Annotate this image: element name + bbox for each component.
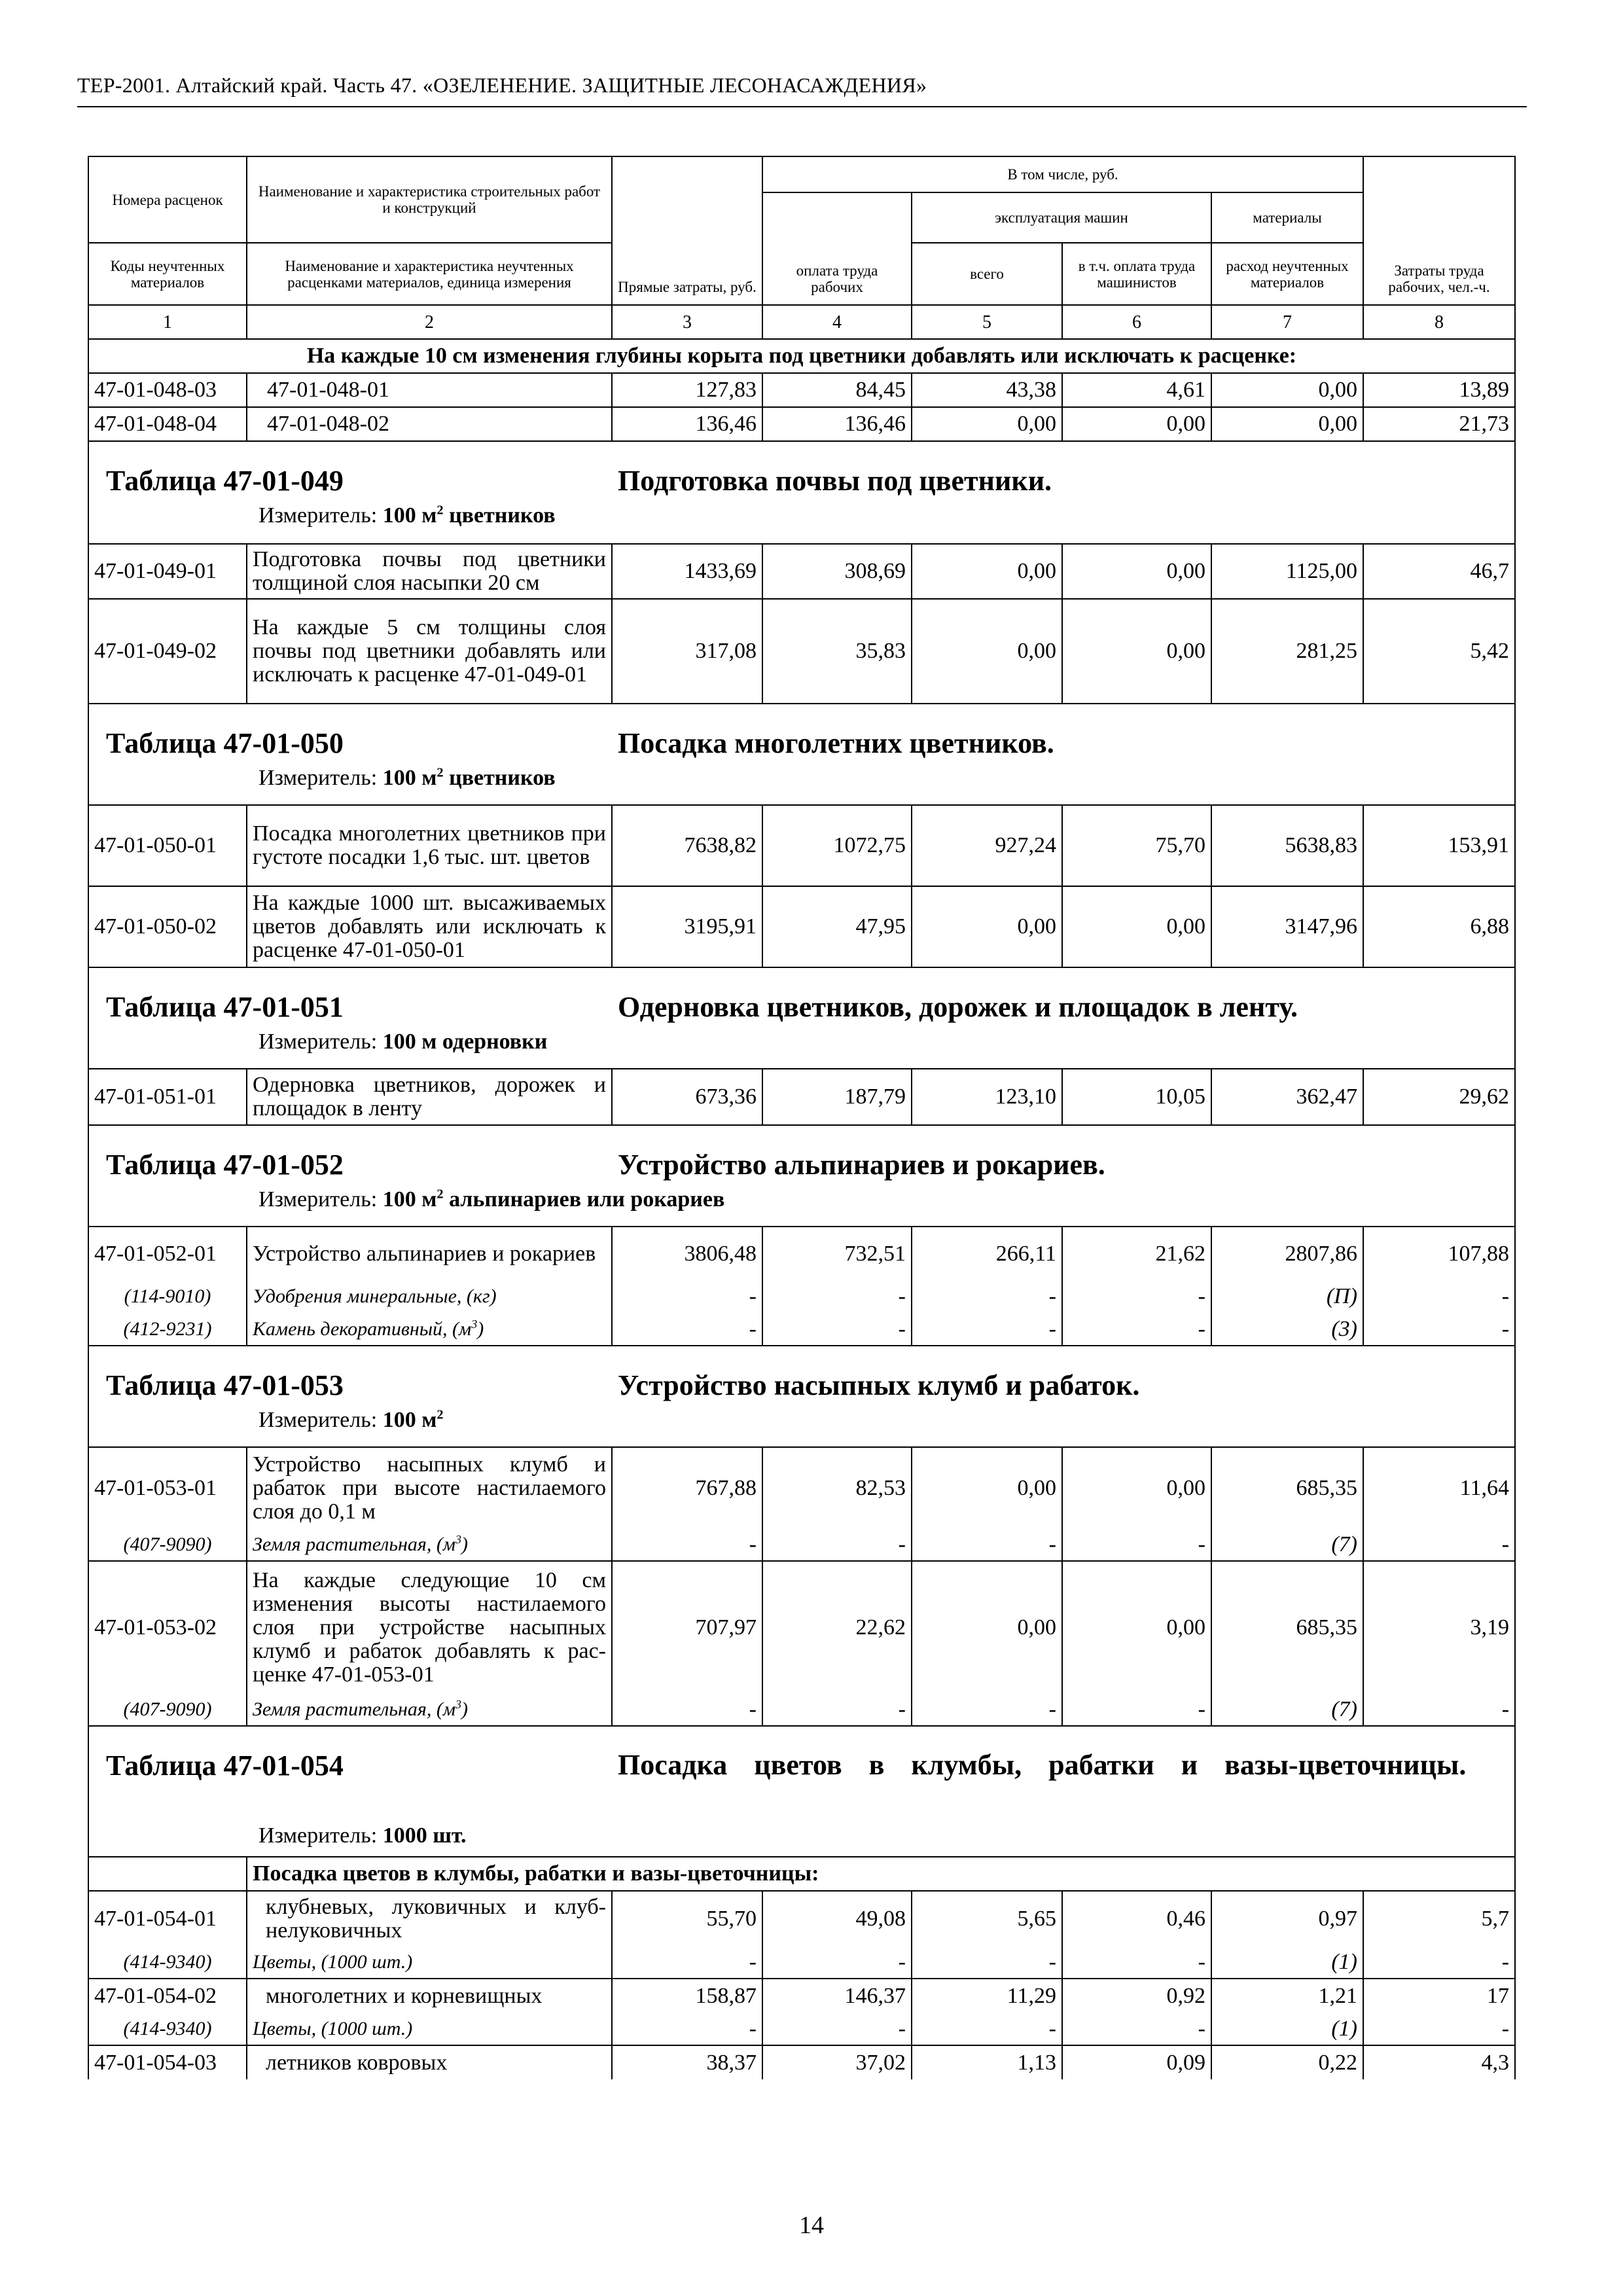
table-title-row (88, 1125, 1515, 1227)
col-number: 3 (612, 305, 762, 339)
table-number: Таблица 47-01-051 (106, 991, 344, 1023)
measure (259, 1187, 724, 1212)
col-head-direct-costs: Прямые затраты, руб. (612, 156, 762, 305)
worker-pay: 84,45 (762, 373, 912, 407)
machines-total: 123,10 (912, 1069, 1062, 1125)
materials: 1,21 (1211, 1979, 1363, 2013)
worker-pay: - (762, 2013, 912, 2045)
col-head-operator-pay: в т.ч. оплата труда машинистов (1062, 243, 1211, 305)
machines-total: - (912, 1313, 1062, 1346)
materials: (7) (1211, 1528, 1363, 1561)
materials: (1) (1211, 1946, 1363, 1979)
labor: 3,19 (1363, 1561, 1515, 1693)
operator-pay: 0,00 (1062, 599, 1211, 704)
material-name-tail: ) (461, 1533, 469, 1555)
material-row (88, 1280, 1515, 1313)
table-title-row (88, 704, 1515, 805)
machines-total: - (912, 1280, 1062, 1313)
table-title-row (88, 967, 1515, 1069)
rate-name: 47-01-048-01 (247, 373, 612, 407)
materials: (3) (1211, 1313, 1363, 1346)
section-note: На каждые 10 см изменения глубины корыта под цветники добавлять или исключать к расценке: (88, 339, 1515, 373)
col-head-material-use: расход неучтенных материалов (1211, 243, 1363, 305)
labor: 29,62 (1363, 1069, 1515, 1125)
material-name-text: Земля растительная, (м (253, 1698, 456, 1720)
col-head-machines-total: всего (912, 243, 1062, 305)
materials: 1125,00 (1211, 544, 1363, 599)
worker-pay: 47,95 (762, 886, 912, 967)
page-number: 14 (799, 2212, 824, 2239)
machines-total: - (912, 1946, 1062, 1979)
operator-pay: 75,70 (1062, 805, 1211, 886)
table-title: Устройство альпинариев и рокариев. (618, 1149, 1105, 1181)
labor: 21,73 (1363, 407, 1515, 441)
measure-tail: альпинариев или рокариев (443, 1187, 725, 1211)
measure-sup: 2 (437, 765, 444, 780)
material-name-tail: ) (461, 1698, 469, 1720)
col-head-including: В том числе, руб. (762, 156, 1363, 192)
labor: 5,42 (1363, 599, 1515, 704)
worker-pay: 187,79 (762, 1069, 912, 1125)
col-head-worker-pay: оплата труда рабочих (762, 192, 912, 305)
col-number: 1 (88, 305, 247, 339)
table-row (88, 1979, 1515, 2013)
table-title-row (88, 441, 1515, 544)
col-number: 2 (247, 305, 612, 339)
direct-costs: 127,83 (612, 373, 762, 407)
table-number: Таблица 47-01-053 (106, 1369, 344, 1401)
table-row (88, 805, 1515, 886)
rates-table (88, 156, 1516, 2079)
operator-pay: 0,00 (1062, 886, 1211, 967)
worker-pay: 22,62 (762, 1561, 912, 1693)
table-row (88, 1891, 1515, 1946)
table-row (88, 373, 1515, 407)
direct-costs: - (612, 1693, 762, 1726)
material-unit-sup: 3 (455, 1532, 462, 1546)
rate-name: клубневых, луковичных и клубнелуковичных (247, 1891, 612, 1946)
operator-pay: 0,46 (1062, 1891, 1211, 1946)
table-number: Таблица 47-01-050 (106, 727, 344, 759)
operator-pay: - (1062, 1280, 1211, 1313)
rate-code: 47-01-054-01 (88, 1891, 247, 1946)
table-title: Посадка цветов в клумбы, рабатки и вазы-цветочницы. (618, 1749, 1467, 1781)
materials: (7) (1211, 1693, 1363, 1726)
col-head-work-name: Наименование и характеристика строительных работ и конструкций (247, 156, 612, 243)
table-row (88, 886, 1515, 967)
col-number: 5 (912, 305, 1062, 339)
measure-label: Измеритель: (259, 1187, 378, 1211)
table-title: Подготовка почвы под цветники. (618, 465, 1052, 497)
operator-pay: 0,00 (1062, 407, 1211, 441)
header-rule (77, 106, 1527, 107)
measure (259, 1030, 547, 1054)
machines-total: 1,13 (912, 2045, 1062, 2079)
col-head-material-codes: Коды неучтенных материалов (88, 243, 247, 305)
materials: 5638,83 (1211, 805, 1363, 886)
material-name: Цветы, (1000 шт.) (247, 1946, 612, 1979)
direct-costs: 158,87 (612, 1979, 762, 2013)
operator-pay: - (1062, 1946, 1211, 1979)
material-row (88, 2013, 1515, 2045)
rate-name: летников ковровых (247, 2045, 612, 2079)
measure-value: 100 м (382, 1187, 437, 1211)
materials: 281,25 (1211, 599, 1363, 704)
material-code: (412-9231) (88, 1313, 247, 1346)
labor: - (1363, 1313, 1515, 1346)
table-number: Таблица 47-01-049 (106, 465, 344, 497)
labor: 4,3 (1363, 2045, 1515, 2079)
labor: 153,91 (1363, 805, 1515, 886)
worker-pay: 136,46 (762, 407, 912, 441)
material-name: Удобрения минеральные, (кг) (247, 1280, 612, 1313)
subheader: Посадка цветов в клумбы, рабатки и вазы-цветочницы: (247, 1857, 1515, 1891)
material-name (247, 1693, 612, 1726)
labor: 107,88 (1363, 1227, 1515, 1280)
measure-value: 100 м (382, 1408, 437, 1432)
operator-pay: 0,00 (1062, 1447, 1211, 1528)
measure-value: 100 м (382, 503, 437, 528)
direct-costs: - (612, 1946, 762, 1979)
operator-pay: 0,00 (1062, 1561, 1211, 1693)
labor: 17 (1363, 1979, 1515, 2013)
operator-pay: 4,61 (1062, 373, 1211, 407)
material-name-text: Камень декоративный, (м (253, 1318, 472, 1340)
labor: 6,88 (1363, 886, 1515, 967)
material-row (88, 1693, 1515, 1726)
direct-costs: 38,37 (612, 2045, 762, 2079)
measure-sup: 2 (437, 1407, 444, 1422)
direct-costs: 3195,91 (612, 886, 762, 967)
worker-pay: - (762, 1313, 912, 1346)
worker-pay: 37,02 (762, 2045, 912, 2079)
rate-code: 47-01-054-03 (88, 2045, 247, 2079)
materials: 0,22 (1211, 2045, 1363, 2079)
rate-code: 47-01-048-04 (88, 407, 247, 441)
material-unit-sup: 3 (471, 1317, 478, 1331)
col-number: 4 (762, 305, 912, 339)
direct-costs: 767,88 (612, 1447, 762, 1528)
measure-tail: цветников (443, 766, 556, 790)
col-number: 8 (1363, 305, 1515, 339)
labor: - (1363, 1280, 1515, 1313)
measure-value: 100 м (382, 766, 437, 790)
materials: 3147,96 (1211, 886, 1363, 967)
measure (259, 766, 556, 791)
worker-pay: - (762, 1528, 912, 1561)
machines-total: - (912, 1693, 1062, 1726)
operator-pay: 0,09 (1062, 2045, 1211, 2079)
rate-name: многолетних и корневищных (247, 1979, 612, 2013)
material-row (88, 1946, 1515, 1979)
direct-costs: 136,46 (612, 407, 762, 441)
worker-pay: - (762, 1693, 912, 1726)
measure-value: 1000 шт. (382, 1823, 467, 1848)
machines-total: 43,38 (912, 373, 1062, 407)
table-number: Таблица 47-01-054 (106, 1749, 344, 1782)
materials: 685,35 (1211, 1447, 1363, 1528)
material-code: (407-9090) (88, 1693, 247, 1726)
direct-costs: - (612, 1313, 762, 1346)
materials: (П) (1211, 1280, 1363, 1313)
worker-pay: 732,51 (762, 1227, 912, 1280)
rate-code: 47-01-049-02 (88, 599, 247, 704)
material-name (247, 1313, 612, 1346)
material-name-tail: ) (477, 1318, 484, 1340)
labor: - (1363, 1528, 1515, 1561)
rate-code: 47-01-054-02 (88, 1979, 247, 2013)
column-numbers-row (88, 305, 1515, 339)
measure-sup: 2 (437, 1187, 444, 1202)
direct-costs: 55,70 (612, 1891, 762, 1946)
measure (259, 1823, 467, 1848)
machines-total: 927,24 (912, 805, 1062, 886)
operator-pay: - (1062, 1693, 1211, 1726)
machines-total: 0,00 (912, 1561, 1062, 1693)
material-name (247, 1528, 612, 1561)
material-code: (414-9340) (88, 2013, 247, 2045)
machines-total: - (912, 2013, 1062, 2045)
measure-label: Измеритель: (259, 1823, 378, 1848)
worker-pay: - (762, 1946, 912, 1979)
operator-pay: - (1062, 1528, 1211, 1561)
measure-label: Измеритель: (259, 503, 378, 528)
material-row (88, 1313, 1515, 1346)
col-head-machines: эксплуатация машин (912, 192, 1211, 243)
rate-name: На каждые следующие 10 см изменения высоты настилаемого слоя при устройстве насыпных клумб и рабаток добавлять к расценке 47-01-053-01 (247, 1561, 612, 1693)
col-number: 7 (1211, 305, 1363, 339)
table-row (88, 407, 1515, 441)
table-title-row (88, 1346, 1515, 1447)
worker-pay: 35,83 (762, 599, 912, 704)
materials: (1) (1211, 2013, 1363, 2045)
labor: 13,89 (1363, 373, 1515, 407)
materials: 685,35 (1211, 1561, 1363, 1693)
direct-costs: - (612, 1280, 762, 1313)
table-title: Устройство насыпных клумб и рабаток. (618, 1369, 1140, 1401)
measure (259, 503, 556, 528)
direct-costs: 3806,48 (612, 1227, 762, 1280)
operator-pay: 21,62 (1062, 1227, 1211, 1280)
col-head-material-names: Наименование и характеристика неучтенных расценками материалов, единица измерения (247, 243, 612, 305)
machines-total: 266,11 (912, 1227, 1062, 1280)
materials: 0,97 (1211, 1891, 1363, 1946)
measure-label: Измеритель: (259, 1408, 378, 1432)
measure-label: Измеритель: (259, 766, 378, 790)
table-row (88, 1227, 1515, 1280)
worker-pay: 308,69 (762, 544, 912, 599)
labor: 5,7 (1363, 1891, 1515, 1946)
rate-name: Устройство насыпных клумб и рабаток при высоте настилаемого слоя до 0,1 м (247, 1447, 612, 1528)
rate-name: Устройство альпинариев и рокариев (247, 1227, 612, 1280)
labor: 11,64 (1363, 1447, 1515, 1528)
table-title: Одерновка цветников, дорожек и площадок в ленту. (618, 991, 1298, 1023)
machines-total: 0,00 (912, 599, 1062, 704)
table-row (88, 1069, 1515, 1125)
table-title: Посадка многолетних цветников. (618, 727, 1054, 759)
rate-name: На каждые 5 см толщины слоя почвы под цветники добавлять или исключать к расценке 47-01-049-01 (247, 599, 612, 704)
table-row (88, 1561, 1515, 1693)
rate-code: 47-01-053-01 (88, 1447, 247, 1528)
direct-costs: 707,97 (612, 1561, 762, 1693)
rate-code: 47-01-052-01 (88, 1227, 247, 1280)
machines-total: 0,00 (912, 1447, 1062, 1528)
table-row (88, 544, 1515, 599)
measure-label: Измеритель: (259, 1030, 378, 1054)
material-name-text: Земля растительная, (м (253, 1533, 456, 1555)
materials: 0,00 (1211, 407, 1363, 441)
worker-pay: - (762, 1280, 912, 1313)
rate-code: 47-01-048-03 (88, 373, 247, 407)
table-row (88, 1447, 1515, 1528)
table-title-row (88, 1726, 1515, 1857)
operator-pay: - (1062, 2013, 1211, 2045)
col-head-materials: материалы (1211, 192, 1363, 243)
col-number: 6 (1062, 305, 1211, 339)
materials: 362,47 (1211, 1069, 1363, 1125)
rate-code: 47-01-051-01 (88, 1069, 247, 1125)
worker-pay: 49,08 (762, 1891, 912, 1946)
material-code: (114-9010) (88, 1280, 247, 1313)
worker-pay: 82,53 (762, 1447, 912, 1528)
labor: 46,7 (1363, 544, 1515, 599)
labor: - (1363, 1693, 1515, 1726)
operator-pay: 0,00 (1062, 544, 1211, 599)
material-unit-sup: 3 (455, 1697, 462, 1711)
rate-code: 47-01-049-01 (88, 544, 247, 599)
material-row (88, 1528, 1515, 1561)
machines-total: 11,29 (912, 1979, 1062, 2013)
materials: 2807,86 (1211, 1227, 1363, 1280)
machines-total: 0,00 (912, 886, 1062, 967)
machines-total: 0,00 (912, 544, 1062, 599)
labor: - (1363, 1946, 1515, 1979)
rate-code: 47-01-050-02 (88, 886, 247, 967)
col-head-labor: Затраты труда рабочих, чел.-ч. (1363, 156, 1515, 305)
col-head-rate-numbers: Номера расценок (88, 156, 247, 243)
rate-name: Посадка многолетних цветников при густоте посадки 1,6 тыс. шт. цветов (247, 805, 612, 886)
rate-code: 47-01-053-02 (88, 1561, 247, 1693)
operator-pay: - (1062, 1313, 1211, 1346)
materials: 0,00 (1211, 373, 1363, 407)
material-code: (414-9340) (88, 1946, 247, 1979)
operator-pay: 0,92 (1062, 1979, 1211, 2013)
machines-total: 0,00 (912, 407, 1062, 441)
worker-pay: 146,37 (762, 1979, 912, 2013)
material-code: (407-9090) (88, 1528, 247, 1561)
direct-costs: 7638,82 (612, 805, 762, 886)
direct-costs: - (612, 2013, 762, 2045)
worker-pay: 1072,75 (762, 805, 912, 886)
rate-name: Подготовка почвы под цветники толщиной слоя насыпки 20 см (247, 544, 612, 599)
measure-sup: 2 (437, 503, 444, 518)
labor: - (1363, 2013, 1515, 2045)
measure (259, 1408, 444, 1433)
operator-pay: 10,05 (1062, 1069, 1211, 1125)
table-row (88, 2045, 1515, 2079)
table-number: Таблица 47-01-052 (106, 1149, 344, 1181)
machines-total: - (912, 1528, 1062, 1561)
rate-name: Одерновка цветников, дорожек и площадок в ленту (247, 1069, 612, 1125)
direct-costs: 317,08 (612, 599, 762, 704)
measure-value: 100 м одерновки (382, 1030, 548, 1054)
material-name: Цветы, (1000 шт.) (247, 2013, 612, 2045)
measure-tail: цветников (443, 503, 556, 528)
table-row (88, 599, 1515, 704)
machines-total: 5,65 (912, 1891, 1062, 1946)
direct-costs: 673,36 (612, 1069, 762, 1125)
rate-name: 47-01-048-02 (247, 407, 612, 441)
direct-costs: - (612, 1528, 762, 1561)
direct-costs: 1433,69 (612, 544, 762, 599)
rate-name: На каждые 1000 шт. высаживаемых цветов добавлять или исключать к расценке 47-01-050-01 (247, 886, 612, 967)
rate-code: 47-01-050-01 (88, 805, 247, 886)
document-header: ТЕР-2001. Алтайский край. Часть 47. «ОЗЕЛЕНЕНИЕ. ЗАЩИТНЫЕ ЛЕСОНАСАЖДЕНИЯ» (77, 73, 927, 97)
